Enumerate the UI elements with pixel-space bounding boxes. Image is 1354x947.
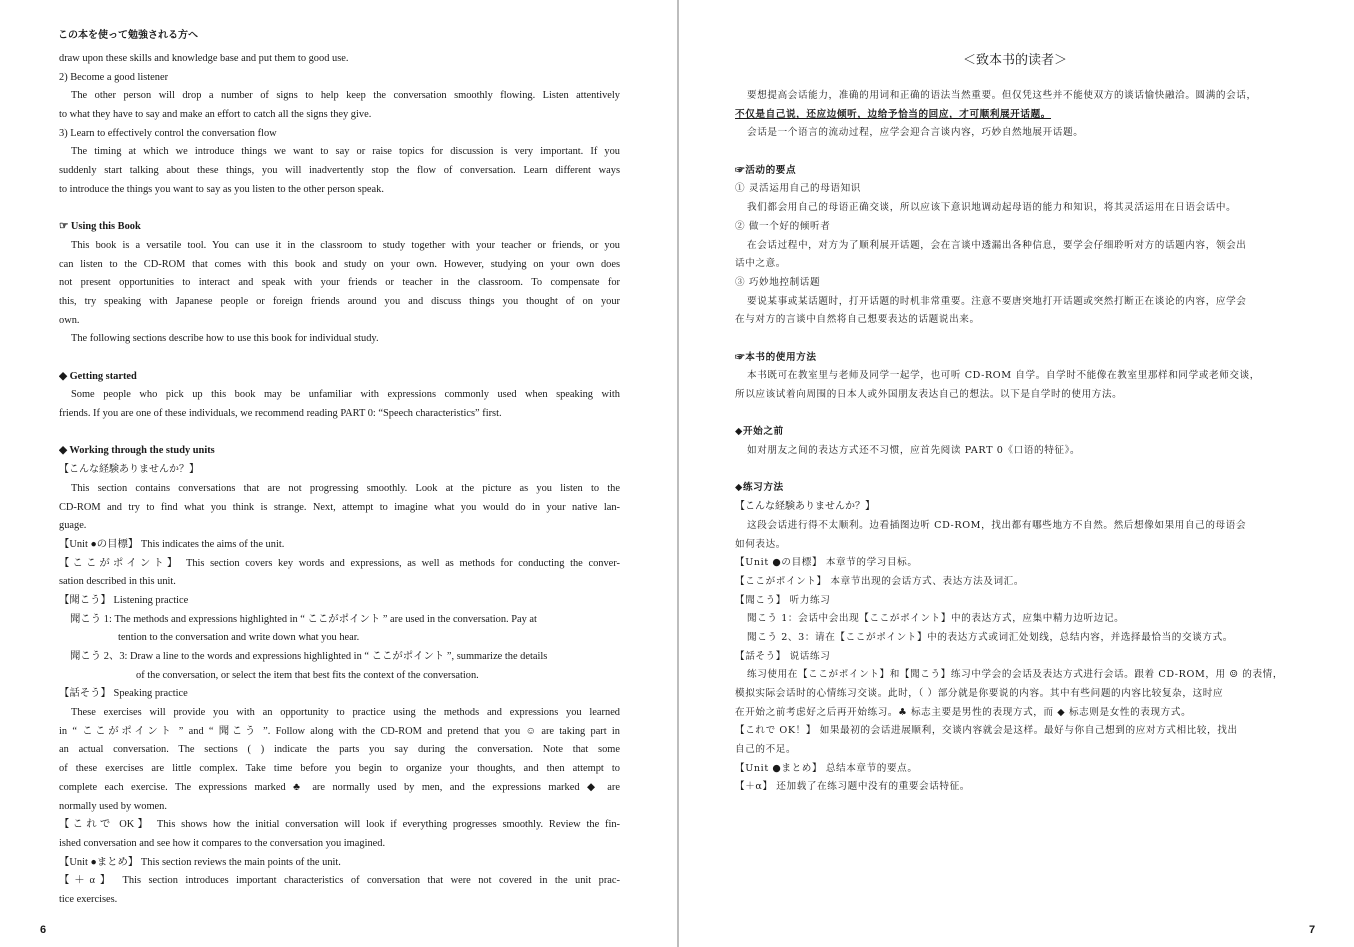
text-line: 话中之意。 — [735, 258, 786, 270]
text-line: to introduce the things you want to say as you listen to the other person speak. — [59, 183, 384, 195]
text-line: to what they have to say and make an effort to catch all the signs they give. — [59, 109, 372, 121]
text-line: 要想提高会话能力，准确的用词和正确的语法当然重要。但仅凭这些并不能使双方的谈话愉快融洽。圆满的会话， — [747, 90, 1257, 101]
text-line: ③ 巧妙地控制话题 — [735, 276, 821, 288]
text-line: guage. — [59, 520, 87, 532]
text-line: 自己的不足。 — [735, 744, 797, 756]
text-line: complete each exercise. The expressions marked ♣ are normally used by men, and the expressions marked ◆ are — [59, 781, 620, 793]
section-heading: ☞活动的要点 — [735, 164, 797, 176]
text-line: 要说某事或某话题时，打开话题的时机非常重要。注意不要唐突地打开话题或突然打断正在谈论的内容，应学会 — [747, 295, 1247, 307]
text-line: in “ ここがポイント ” and “ 聞こう ”. Follow along with the CD-ROM and pretend that you ☺ are taking part in — [59, 725, 620, 737]
text-line: 聞こう 2、3: Draw a line to the words and expressions highlighted in “ ここがポイント ”, summarize the details — [70, 651, 548, 662]
text-line: 【ここがポイント】 This section covers key words and expressions, as well as methods for conducting the conver- — [59, 557, 620, 569]
text-line: this, try speaking with Japanese people or foreign friends around you and discuss things you thought of on your — [59, 295, 620, 307]
text-line: 【聞こう】 Listening practice — [59, 594, 189, 606]
text-line: not present opportunities to interact and speak with your friends or teacher in the classroom. To compensate for — [59, 277, 620, 289]
text-line: The other person will drop a number of signs to help keep the conversation smoothly flowing. Listen attentively — [71, 90, 620, 102]
jp-heading: 【こんな経験ありませんか？】 — [59, 464, 199, 476]
text-line: 【話そう】 说话练习 — [735, 650, 831, 662]
text-line: 【Unit ●まとめ】 总结本章节的要点。 — [735, 762, 918, 774]
text-line: 【Unit ●まとめ】 This section reviews the main points of the unit. — [59, 856, 341, 868]
text-line: 在与对方的言谈中自然将自己想要表达的话题说出来。 — [735, 314, 980, 326]
text-line: 这段会话进行得不太顺利。边看插图边听 CD-ROM，找出都有哪些地方不自然。然后想像如果用自己的母语会 — [747, 519, 1247, 531]
right-body — [735, 50, 1295, 797]
text-line: of the conversation, or select the item that best fits the context of the conversation. — [136, 669, 479, 681]
text-line: sation described in this unit. — [59, 576, 176, 588]
section-heading: ◆ Getting started — [59, 370, 137, 382]
text-line: 在开始之前考虑好之后再开始练习。♣ 标志主要是男性的表现方式，而 ◆ 标志则是女性的表现方式。 — [735, 706, 1192, 718]
text-line: 会话是一个语言的流动过程，应学会迎合言谈内容，巧妙自然地展开话题。 — [747, 127, 1084, 139]
text-line: 【話そう】 Speaking practice — [59, 688, 188, 700]
text-line: own. — [59, 314, 80, 326]
text-line: 如何表达。 — [735, 538, 786, 550]
text-line: 3) Learn to effectively control the conversation flow — [59, 127, 277, 139]
section-heading: ☞本书的使用方法 — [735, 351, 817, 363]
text-line: This book is a versatile tool. You can use it in the classroom to study together with your teacher or friends, or you — [71, 239, 620, 251]
text-line: These exercises will provide you with an opportunity to practice using the methods and expressions you learned — [71, 707, 620, 719]
text-line: an actual conversation. The sections ( ) indicate the parts you say during the conversation. Note that some — [59, 744, 620, 756]
section-heading: ◆开始之前 — [735, 426, 784, 438]
text-line: 【＋α】 This section introduces important characteristics of conversation that were not covered in the unit prac- — [59, 875, 620, 887]
text-line: ① 灵活运用自己的母语知识 — [735, 183, 861, 195]
right-page — [679, 0, 1354, 947]
text-line: 练习使用在【ここがポイント】和【聞こう】练习中学会的会话及表达方式进行会话。跟着 CD-ROM，用 ☺ 的表情， — [747, 669, 1284, 681]
text-line: suddenly start talking about these things, you will inadvertently stop the flow of conversation. Learn different ways — [59, 165, 620, 177]
text-line: 聞こう 1: The methods and expressions highlighted in “ ここがポイント ” are used in the conversation. Pay at — [70, 613, 537, 625]
text-line: 【ここがポイント】 本章节出现的会话方式、表达方法及词汇。 — [735, 575, 1025, 587]
text-line: 模拟实际会话时的心情练习交谈。此时，（ ）部分就是你要说的内容。其中有些问题的内容比较复杂，这时应 — [735, 688, 1224, 699]
text-line: can listen to the CD-ROM that comes with this book and study on your own. However, studying on your own does — [59, 258, 620, 270]
section-heading: ◆练习方法 — [735, 482, 784, 494]
text-line: This section contains conversations that are not progressing smoothly. Look at the picture as you listen to the — [71, 482, 620, 494]
text-line: tice exercises. — [59, 893, 118, 905]
text-line: draw upon these skills and knowledge base and put them to good use. — [59, 53, 349, 64]
page-title: ＜致本书的读者＞ — [962, 53, 1067, 68]
section-heading: ◆ Working through the study units — [59, 445, 215, 457]
text-line: 聞こう 1：会话中会出现【ここがポイント】中的表达方式，应集中精力边听边记。 — [747, 613, 1125, 625]
text-line: 【これで OK】 This shows how the initial conversation will look if everything progresses smoothly. Review the fin- — [59, 819, 620, 831]
page-number: 7 — [1309, 924, 1316, 936]
text-line: 所以应该试着向周围的日本人或外国朋友表达自己的想法。以下是自学时的使用方法。 — [735, 389, 1123, 400]
text-line: tention to the conversation and write down what you hear. — [118, 632, 360, 644]
text-line: 【聞こう】 听力练习 — [735, 594, 831, 606]
text-line: 2) Become a good listener — [59, 71, 169, 83]
text-line: Some people who pick up this book may be unfamiliar with expressions commonly used when speaking with — [71, 389, 620, 401]
text-line: normally used by women. — [59, 800, 167, 812]
text-line: 如对朋友之间的表达方式还不习惯，应首先阅读 PART 0《口语的特征》。 — [747, 445, 1081, 457]
text-line: The following sections describe how to use this book for individual study. — [71, 333, 379, 345]
page-number: 6 — [40, 924, 47, 936]
text-line: 聞こう 2、3：请在【ここがポイント】中的表达方式或词汇处划线，总结内容，并选择最恰当的交谈方式。 — [747, 631, 1233, 643]
text-line: CD-ROM and try to find what you think is strange. Next, attempt to imagine what you would do in your native lan- — [59, 501, 620, 513]
text-line: The timing at which we introduce things we want to say or raise topics for discussion is very important. If you — [71, 146, 620, 158]
text-line: 不仅是自己说，还应边倾听，边给予恰当的回应，才可顺利展开话题。 — [735, 108, 1052, 120]
jp-heading: 【こんな経験ありませんか？】 — [735, 501, 875, 513]
left-body — [59, 50, 620, 910]
text-line: 【これで OK！】 如果最初的会话进展顺利，交谈内容就会是这样。最好与你自己想到的应对方式相比较，找出 — [735, 725, 1238, 737]
text-line: ished conversation and see how it compares to the conversation you imagined. — [59, 837, 386, 849]
text-line: 本书既可在教室里与老师及同学一起学，也可听 CD-ROM 自学。自学时不能像在教室里那样和同学或老师交谈， — [747, 370, 1260, 382]
running-header: この本を使って勉強される方へ — [58, 30, 198, 41]
text-line: 在会话过程中，对方为了顺利展开话题，会在言谈中透漏出各种信息，要学会仔细聆听对方的话题内容，领会出 — [747, 239, 1247, 251]
text-line: 我们都会用自己的母语正确交谈，所以应该下意识地调动起母语的能力和知识，将其灵活运用在日语会话中。 — [747, 202, 1237, 214]
text-line: 【Unit ●の目標】 本章节的学习目标。 — [735, 557, 918, 569]
text-line: 【＋α】 还加载了在练习题中没有的重要会话特征。 — [735, 781, 970, 793]
section-heading: ☞ Using this Book — [59, 221, 141, 233]
text-line: ② 做一个好的倾听者 — [735, 220, 831, 232]
text-line: friends. If you are one of these individuals, we recommend reading PART 0: “Speech characteristics” first. — [59, 408, 502, 420]
text-line: of these exercises are little complex. Take time before you begin to organize your thoughts, and then attempt to — [59, 763, 620, 775]
text-line: 【Unit ●の目標】 This indicates the aims of the unit. — [59, 538, 285, 550]
